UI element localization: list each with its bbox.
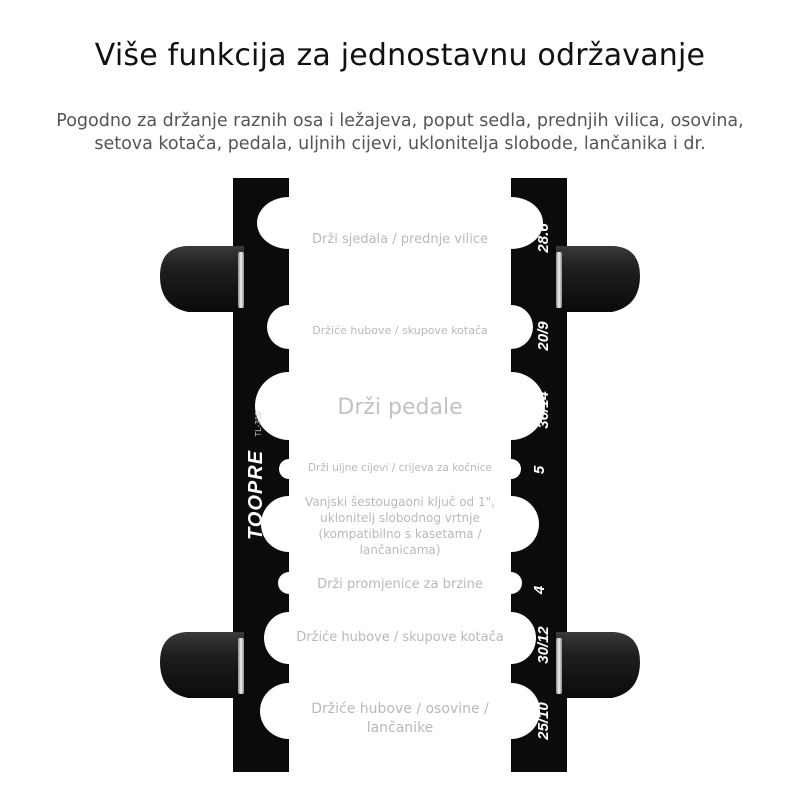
size-mark-2: 20/9: [535, 321, 552, 351]
subtitle-line-1: Pogodno za držanje raznih osa i ležajeva, poput sedla, prednjih vilica, osovina,: [56, 111, 744, 131]
right-bottom-knob: [556, 632, 640, 698]
left-top-knob: [160, 246, 244, 312]
label-hex-key-line-1: Vanjski šestougaoni ključ od 1",: [305, 495, 495, 509]
left-bottom-knob: [160, 632, 244, 698]
model-label: TL-318: [254, 411, 263, 437]
label-seat-fork: Drži sjedala / prednje vilice: [312, 232, 488, 247]
label-hex-key: [296, 494, 504, 558]
size-mark-6: 30/12: [535, 626, 552, 664]
size-mark-5: 4: [531, 585, 548, 595]
label-hubs-1: Držiće hubove / skupove kotača: [312, 324, 488, 337]
right-top-knob: [556, 246, 640, 312]
label-hubs-axle: [290, 700, 510, 738]
label-hex-key-line-4: lančanicama): [359, 543, 441, 557]
page-title: Više funkcija za jednostavnu održavanje: [94, 38, 706, 73]
label-hex-key-line-3: (kompatibilno s kasetama /: [318, 527, 482, 541]
subtitle-line-2: setova kotača, pedala, uljnih cijevi, uklonitelja slobode, lančanika i dr.: [94, 134, 706, 154]
brand-logo: TOOPRE: [245, 449, 267, 541]
size-mark-3: 36/14: [535, 391, 552, 429]
label-oil-pipes: Drži uljne cijevi / crijeva za kočnice: [308, 462, 492, 474]
label-hubs-axle-line-1: Držiće hubove / osovine /: [311, 701, 489, 717]
size-mark-1: 28.6: [535, 223, 552, 253]
label-hubs-2: Držiće hubove / skupove kotača: [296, 630, 504, 645]
size-mark-4: 5: [531, 465, 548, 475]
label-derailleur: Drži promjenice za brzine: [317, 577, 483, 592]
label-hubs-axle-line-2: lančanike: [366, 720, 434, 736]
label-hex-key-line-2: uklonitelj slobodnog vrtnje: [320, 511, 480, 525]
size-mark-7: 25/10: [535, 702, 552, 740]
label-pedals: Drži pedale: [337, 395, 463, 420]
